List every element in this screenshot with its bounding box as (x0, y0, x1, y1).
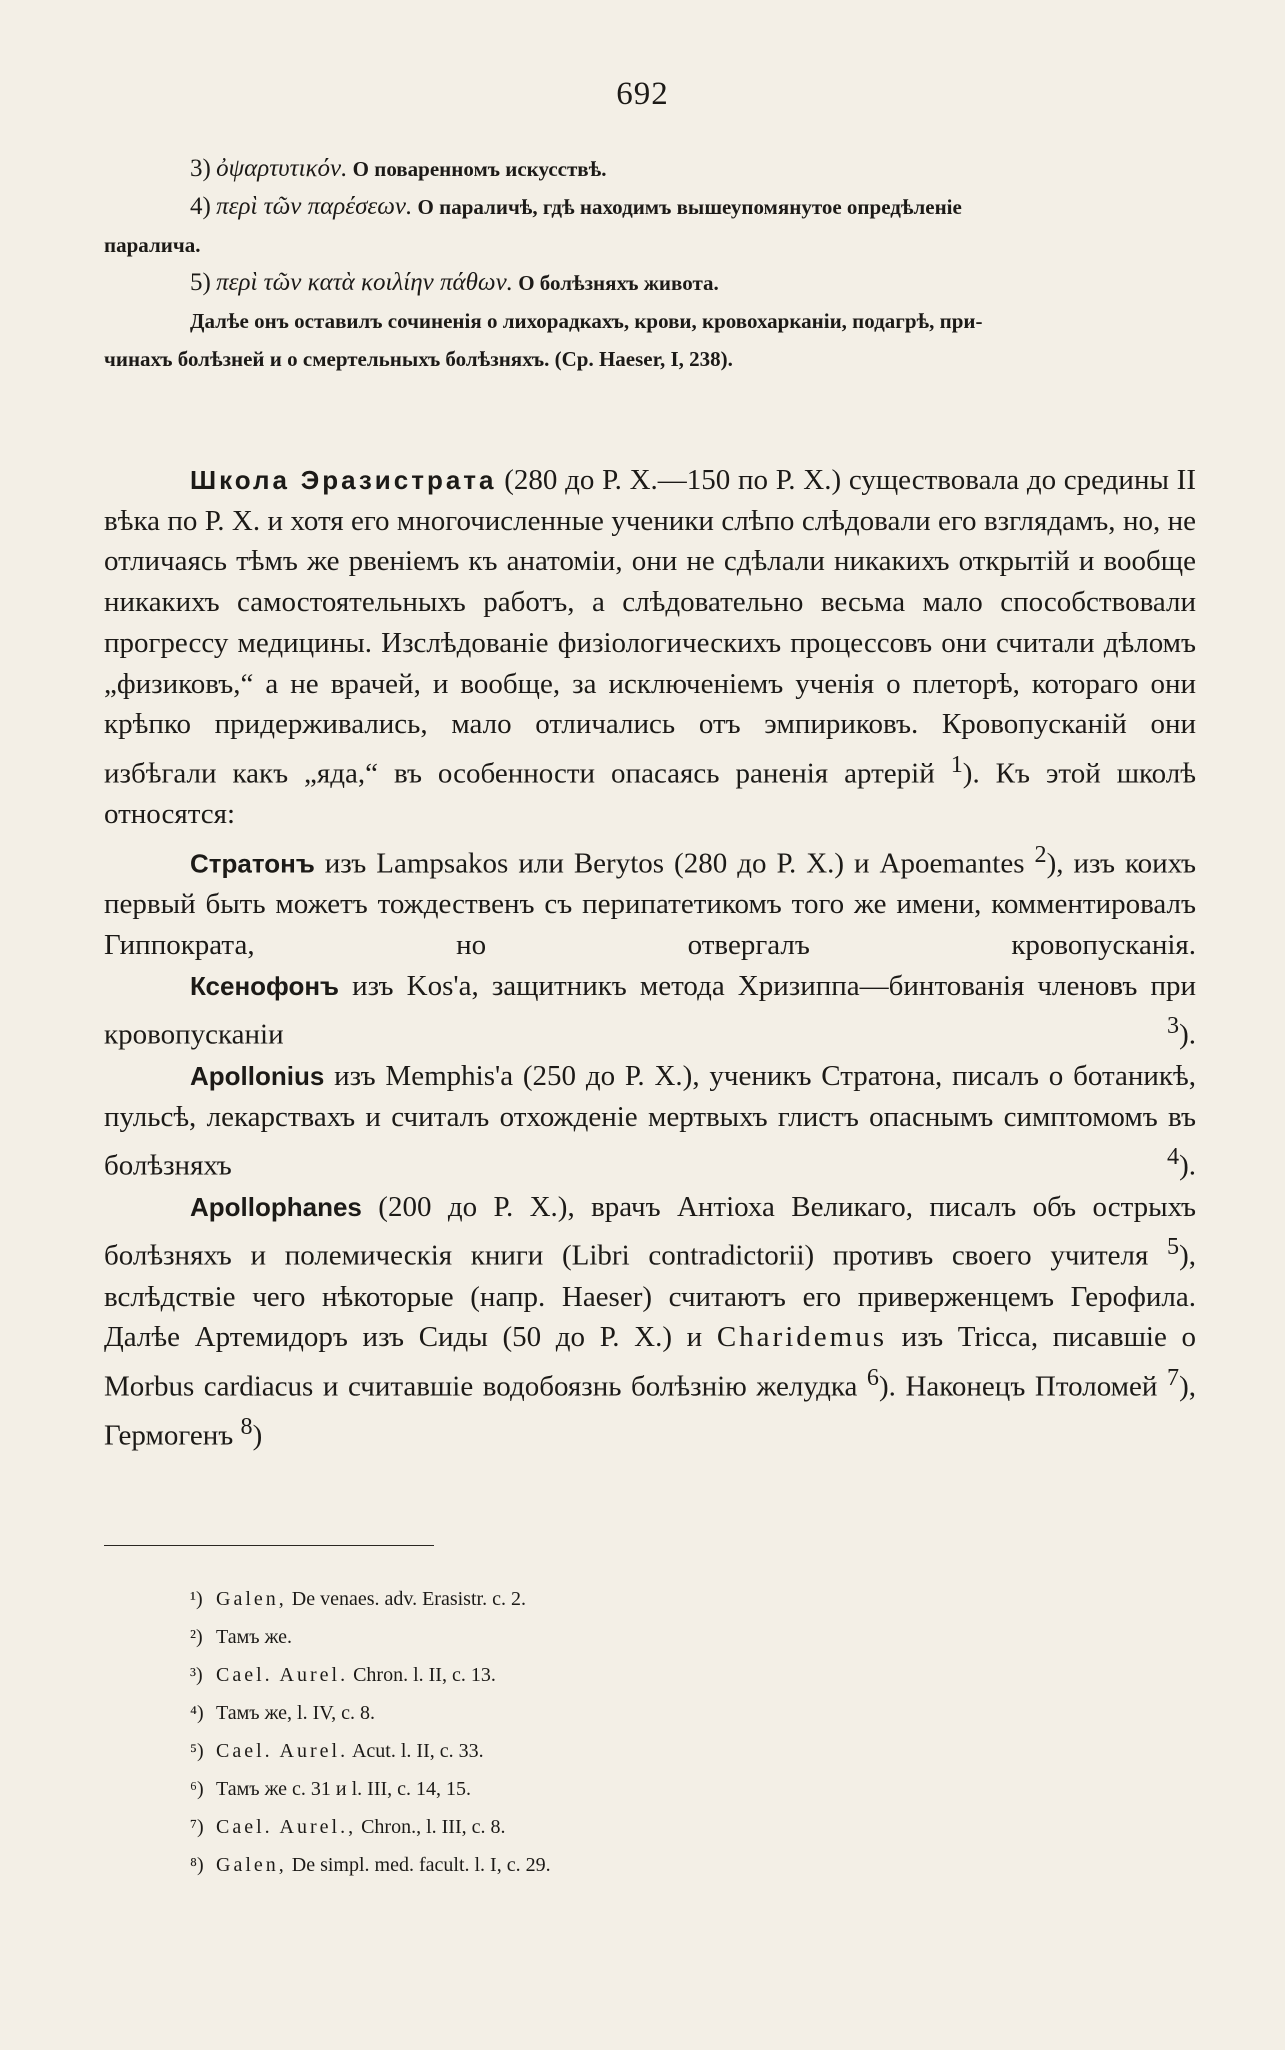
greek-title: ὀψαρτυτικόν. (216, 155, 348, 182)
item-text: О болѣзняхъ живота. (518, 271, 719, 295)
paragraph-apollophanes (104, 1187, 1196, 1457)
footnote-author: Cael. Aurel. (216, 1664, 349, 1686)
footnote (190, 1580, 1090, 1618)
paragraph-text: ). Къ этой школѣ относятся: (104, 757, 1196, 831)
paragraph-text: изъ Memphis'а (250 до Р. Х.), ученикъ Стратона, писалъ о ботаникѣ, пульсѣ, лекарствахъ и считалъ отхожденіе мертвыхъ глистъ опаснымъ симптомомъ въ болѣзняхъ (104, 1059, 1196, 1182)
footnote (190, 1732, 1090, 1770)
footnote (190, 1694, 1090, 1732)
footnote-text: Тамъ же, l. IV, c. 8. (216, 1702, 375, 1724)
page-number: 692 (616, 76, 669, 112)
person-name: Ксенофонъ (190, 970, 339, 1001)
paragraph-text: ) (252, 1420, 263, 1453)
footnotes (190, 1580, 1090, 1884)
school-name: Школа Эразистрата (190, 465, 497, 495)
further-works-line-2: чинахъ болѣзней и о смертельныхъ болѣзняхъ. (Ср. Haeser, I, 238). (104, 347, 733, 371)
list-item-4 (104, 188, 1196, 226)
paragraph-text: изъ Lampsakos или Berytos (280 до Р. Х.) и Apoemantes (314, 847, 1035, 880)
item-text: О параличѣ, гдѣ находимъ вышеупомянутое опредѣленіе (417, 195, 962, 219)
paragraph-text: изъ Kos'а, защитникъ метода Хризиппа—бинтованія членовъ при кровопусканіи (104, 969, 1196, 1052)
footnote (190, 1656, 1090, 1694)
footnote-ref: 3 (1167, 1012, 1180, 1040)
footnote-mark: ⁷) (190, 1816, 204, 1838)
footnote-ref: 1 (950, 750, 963, 778)
item-text: О поваренномъ искусствѣ. (352, 157, 607, 181)
footnote-mark: ⁵) (190, 1740, 204, 1762)
paragraph-text: ). (1179, 1149, 1196, 1182)
footnote-mark: ⁶) (190, 1778, 204, 1800)
person-name: Charidemus (716, 1321, 887, 1354)
footnote (190, 1808, 1090, 1846)
person-name: Apollophanes (190, 1191, 362, 1222)
footnote-mark: ³) (190, 1664, 203, 1686)
footnote-ref: 4 (1167, 1143, 1180, 1171)
footnote-author: Cael. Aurel., (216, 1816, 357, 1838)
person-name: Apollonius (190, 1060, 325, 1091)
footnote-mark: ⁸) (190, 1854, 204, 1876)
further-works-line-1: Далѣе онъ оставилъ сочиненія о лихорадкахъ, крови, кровохарканіи, подагрѣ, при- (190, 309, 983, 333)
greek-title: περὶ τῶν παρέσεων. (216, 193, 413, 220)
main-text (104, 460, 1196, 1457)
paragraph-xenophon (104, 966, 1196, 1056)
footnote (190, 1770, 1090, 1808)
continued-list (104, 150, 1196, 378)
footnote-mark: ²) (190, 1626, 203, 1648)
list-item-5 (104, 264, 1196, 302)
footnote-ref: 2 (1034, 840, 1047, 868)
paragraph-text: ), Гермогенъ (104, 1370, 1196, 1453)
person-name: Стратонъ (190, 848, 315, 879)
item-number: 3) (190, 155, 211, 182)
footnote-divider (104, 1545, 434, 1546)
footnote-author: Galen, (216, 1588, 287, 1610)
footnote-ref: 5 (1167, 1233, 1180, 1261)
footnote-text: De venaes. adv. Erasistr. c. 2. (286, 1588, 526, 1610)
paragraph-text: (280 до Р. Х.—150 по Р. Х.) существовала до средины II вѣка по Р. Х. и хотя его многочисленные ученики слѣпо слѣдовали его взглядамъ, но, не отличаясь тѣмъ же рвеніемъ къ анатоміи, они не сдѣлали никакихъ открытій и вообще никакихъ самостоятельныхъ работъ, а слѣдовательно весьма мало способствовали прогрессу медицины. Изслѣдованіе физіологическихъ процессовъ они считали дѣломъ „физиковъ,“ а не врачей, и вообще, за исключеніемъ ученія о плеторѣ, котораго они крѣпко придерживались, мало отличались отъ эмпириковъ. Кровопусканій они избѣгали какъ „яда,“ въ особенности опасаясь раненія артерій (104, 464, 1196, 790)
greek-title: περὶ τῶν κατὰ κοιλίην πάθων. (216, 269, 513, 296)
footnote-ref: 7 (1167, 1364, 1180, 1392)
footnote-text: Тамъ же. (216, 1626, 293, 1648)
footnote-author: Galen, (216, 1854, 287, 1876)
list-item-3 (104, 150, 1196, 188)
paragraph-text: (200 до Р. Х.), врачъ Антіоха Великаго, писалъ объ острыхъ болѣзняхъ и полемическія книги (Libri contradictorii) противъ своего учителя (104, 1190, 1196, 1272)
footnote-author: Cael. Aurel. (216, 1740, 349, 1762)
footnote-ref: 8 (240, 1413, 253, 1441)
list-item-4-continuation: паралича. (104, 233, 201, 257)
paragraph-erasistratus-school (104, 460, 1196, 835)
footnote-ref: 6 (866, 1364, 879, 1392)
footnote (190, 1618, 1090, 1656)
item-number: 4) (190, 193, 211, 220)
paragraph-text: ), изъ коихъ первый быть можетъ тождественъ съ перипатетикомъ того же имени, комментировалъ Гиппократа, но отвергалъ кровопусканія. (104, 847, 1196, 962)
footnote-text: Chron. l. II, c. 13. (348, 1664, 496, 1686)
paragraph-text: ). (1179, 1019, 1196, 1052)
footnote-mark: ⁴) (190, 1702, 204, 1724)
footnote-text: De simpl. med. facult. l. I, c. 29. (286, 1854, 551, 1876)
footnote-text: Acut. l. II, c. 33. (348, 1740, 484, 1762)
paragraph-apollonius (104, 1056, 1196, 1187)
footnote-text: Тамъ же c. 31 и l. III, c. 14, 15. (216, 1778, 472, 1800)
footnote-mark: ¹) (190, 1588, 203, 1610)
footnote-text: Chron., l. III, c. 8. (356, 1816, 506, 1838)
item-number: 5) (190, 269, 211, 296)
paragraph-straton (104, 835, 1196, 966)
footnote (190, 1846, 1090, 1884)
paragraph-text: ). Наконецъ Птоломей (879, 1370, 1167, 1403)
paragraph-text: ), вслѣдствіе чего нѣкоторые (напр. Haeser) считаютъ его приверженцемъ Герофила. Далѣе Артемидоръ изъ Сиды (50 до Р. Х.) и (104, 1239, 1196, 1354)
paragraph-text: изъ Tricca, писавшіе о Morbus cardiacus и считавшіе водобоязнь болѣзнію желудка (104, 1321, 1197, 1403)
